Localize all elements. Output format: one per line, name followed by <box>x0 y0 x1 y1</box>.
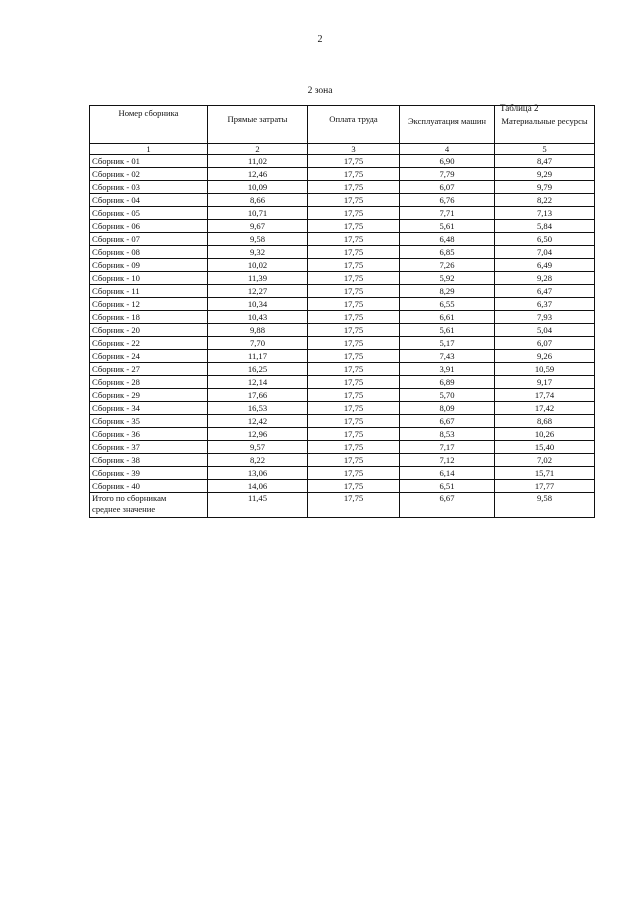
column-number: 5 <box>495 144 595 155</box>
table-caption: Таблица 2 <box>500 103 539 113</box>
table-row <box>90 428 595 441</box>
collection-name: Сборник - 03 <box>90 181 208 194</box>
table-row <box>90 298 595 311</box>
collection-name: Сборник - 18 <box>90 311 208 324</box>
total-materials: 9,58 <box>495 493 595 518</box>
column-number: 4 <box>400 144 495 155</box>
header-machines: Эксплуатация машин <box>400 106 495 144</box>
direct-costs-cell: 10,43 <box>208 311 308 324</box>
machines-cell: 7,71 <box>400 207 495 220</box>
page-number: 2 <box>317 34 323 45</box>
rates-table <box>89 105 595 518</box>
machines-cell: 5,61 <box>400 220 495 233</box>
materials-cell: 15,40 <box>495 441 595 454</box>
materials-cell: 7,93 <box>495 311 595 324</box>
table-row <box>90 415 595 428</box>
labor-cell: 17,75 <box>308 441 400 454</box>
machines-cell: 8,09 <box>400 402 495 415</box>
direct-costs-cell: 12,14 <box>208 376 308 389</box>
materials-cell: 17,74 <box>495 389 595 402</box>
direct-costs-cell: 16,25 <box>208 363 308 376</box>
direct-costs-cell: 9,67 <box>208 220 308 233</box>
table-row <box>90 480 595 493</box>
direct-costs-cell: 9,57 <box>208 441 308 454</box>
table-row <box>90 220 595 233</box>
materials-cell: 7,13 <box>495 207 595 220</box>
collection-name: Сборник - 07 <box>90 233 208 246</box>
materials-cell: 17,42 <box>495 402 595 415</box>
column-number: 3 <box>308 144 400 155</box>
labor-cell: 17,75 <box>308 168 400 181</box>
header-collection-number: Номер сборника <box>90 106 208 144</box>
labor-cell: 17,75 <box>308 311 400 324</box>
materials-cell: 7,02 <box>495 454 595 467</box>
materials-cell: 6,50 <box>495 233 595 246</box>
table-row <box>90 467 595 480</box>
direct-costs-cell: 12,42 <box>208 415 308 428</box>
machines-cell: 6,67 <box>400 415 495 428</box>
direct-costs-cell: 11,17 <box>208 350 308 363</box>
materials-cell: 6,37 <box>495 298 595 311</box>
header-labor: Оплата труда <box>308 106 400 144</box>
labor-cell: 17,75 <box>308 389 400 402</box>
table-row <box>90 259 595 272</box>
machines-cell: 6,14 <box>400 467 495 480</box>
machines-cell: 5,61 <box>400 324 495 337</box>
machines-cell: 7,12 <box>400 454 495 467</box>
total-machines: 6,67 <box>400 493 495 518</box>
materials-cell: 15,71 <box>495 467 595 480</box>
direct-costs-cell: 10,02 <box>208 259 308 272</box>
table-row <box>90 285 595 298</box>
total-label-line1: Итого по сборникам <box>92 493 167 503</box>
labor-cell: 17,75 <box>308 233 400 246</box>
labor-cell: 17,75 <box>308 428 400 441</box>
direct-costs-cell: 7,70 <box>208 337 308 350</box>
table-row <box>90 389 595 402</box>
column-number: 1 <box>90 144 208 155</box>
machines-cell: 7,43 <box>400 350 495 363</box>
total-labor: 17,75 <box>308 493 400 518</box>
machines-cell: 7,26 <box>400 259 495 272</box>
machines-cell: 3,91 <box>400 363 495 376</box>
table-row <box>90 168 595 181</box>
machines-cell: 6,07 <box>400 181 495 194</box>
materials-cell: 9,26 <box>495 350 595 363</box>
machines-cell: 7,17 <box>400 441 495 454</box>
direct-costs-cell: 10,34 <box>208 298 308 311</box>
table-row <box>90 207 595 220</box>
table-row <box>90 337 595 350</box>
labor-cell: 17,75 <box>308 207 400 220</box>
collection-name: Сборник - 36 <box>90 428 208 441</box>
collection-name: Сборник - 01 <box>90 155 208 168</box>
labor-cell: 17,75 <box>308 272 400 285</box>
labor-cell: 17,75 <box>308 194 400 207</box>
machines-cell: 8,29 <box>400 285 495 298</box>
direct-costs-cell: 11,39 <box>208 272 308 285</box>
collection-name: Сборник - 20 <box>90 324 208 337</box>
direct-costs-cell: 12,46 <box>208 168 308 181</box>
machines-cell: 8,53 <box>400 428 495 441</box>
collection-name: Сборник - 38 <box>90 454 208 467</box>
materials-cell: 9,28 <box>495 272 595 285</box>
direct-costs-cell: 13,06 <box>208 467 308 480</box>
total-row <box>90 493 595 518</box>
table-row <box>90 311 595 324</box>
direct-costs-cell: 17,66 <box>208 389 308 402</box>
direct-costs-cell: 10,09 <box>208 181 308 194</box>
zone-title: 2 зона <box>307 86 333 96</box>
materials-cell: 8,47 <box>495 155 595 168</box>
collection-name: Сборник - 06 <box>90 220 208 233</box>
machines-cell: 6,48 <box>400 233 495 246</box>
direct-costs-cell: 16,53 <box>208 402 308 415</box>
collection-name: Сборник - 34 <box>90 402 208 415</box>
total-label <box>90 493 208 518</box>
collection-name: Сборник - 35 <box>90 415 208 428</box>
materials-cell: 7,04 <box>495 246 595 259</box>
table-row <box>90 350 595 363</box>
collection-name: Сборник - 10 <box>90 272 208 285</box>
materials-cell: 9,79 <box>495 181 595 194</box>
column-number: 2 <box>208 144 308 155</box>
labor-cell: 17,75 <box>308 402 400 415</box>
labor-cell: 17,75 <box>308 155 400 168</box>
machines-cell: 6,51 <box>400 480 495 493</box>
table-row <box>90 324 595 337</box>
labor-cell: 17,75 <box>308 285 400 298</box>
materials-cell: 5,04 <box>495 324 595 337</box>
labor-cell: 17,75 <box>308 324 400 337</box>
table-row <box>90 272 595 285</box>
machines-cell: 6,61 <box>400 311 495 324</box>
machines-cell: 5,17 <box>400 337 495 350</box>
total-label-line2: среднее значение <box>92 504 156 514</box>
materials-cell: 17,77 <box>495 480 595 493</box>
machines-cell: 6,55 <box>400 298 495 311</box>
collection-name: Сборник - 05 <box>90 207 208 220</box>
labor-cell: 17,75 <box>308 181 400 194</box>
collection-name: Сборник - 37 <box>90 441 208 454</box>
collection-name: Сборник - 27 <box>90 363 208 376</box>
header-direct-costs: Прямые затраты <box>208 106 308 144</box>
collection-name: Сборник - 29 <box>90 389 208 402</box>
collection-name: Сборник - 09 <box>90 259 208 272</box>
labor-cell: 17,75 <box>308 298 400 311</box>
labor-cell: 17,75 <box>308 350 400 363</box>
table-row <box>90 233 595 246</box>
table-row <box>90 402 595 415</box>
labor-cell: 17,75 <box>308 467 400 480</box>
table-row <box>90 181 595 194</box>
collection-name: Сборник - 04 <box>90 194 208 207</box>
materials-cell: 10,26 <box>495 428 595 441</box>
labor-cell: 17,75 <box>308 246 400 259</box>
materials-cell: 5,84 <box>495 220 595 233</box>
collection-name: Сборник - 12 <box>90 298 208 311</box>
table-row <box>90 155 595 168</box>
direct-costs-cell: 9,88 <box>208 324 308 337</box>
direct-costs-cell: 8,22 <box>208 454 308 467</box>
labor-cell: 17,75 <box>308 220 400 233</box>
materials-cell: 6,07 <box>495 337 595 350</box>
materials-cell: 6,47 <box>495 285 595 298</box>
materials-cell: 10,59 <box>495 363 595 376</box>
collection-name: Сборник - 02 <box>90 168 208 181</box>
table-row <box>90 454 595 467</box>
table-row <box>90 246 595 259</box>
collection-name: Сборник - 22 <box>90 337 208 350</box>
machines-cell: 7,79 <box>400 168 495 181</box>
total-direct: 11,45 <box>208 493 308 518</box>
direct-costs-cell: 11,02 <box>208 155 308 168</box>
collection-name: Сборник - 39 <box>90 467 208 480</box>
machines-cell: 5,92 <box>400 272 495 285</box>
table-body <box>90 155 595 493</box>
machines-cell: 6,85 <box>400 246 495 259</box>
labor-cell: 17,75 <box>308 415 400 428</box>
direct-costs-cell: 9,58 <box>208 233 308 246</box>
labor-cell: 17,75 <box>308 337 400 350</box>
collection-name: Сборник - 08 <box>90 246 208 259</box>
direct-costs-cell: 9,32 <box>208 246 308 259</box>
collection-name: Сборник - 11 <box>90 285 208 298</box>
direct-costs-cell: 12,27 <box>208 285 308 298</box>
machines-cell: 5,70 <box>400 389 495 402</box>
table-row <box>90 363 595 376</box>
materials-cell: 9,17 <box>495 376 595 389</box>
materials-cell: 9,29 <box>495 168 595 181</box>
machines-cell: 6,89 <box>400 376 495 389</box>
table-row <box>90 441 595 454</box>
labor-cell: 17,75 <box>308 480 400 493</box>
table-row <box>90 194 595 207</box>
labor-cell: 17,75 <box>308 363 400 376</box>
direct-costs-cell: 12,96 <box>208 428 308 441</box>
direct-costs-cell: 8,66 <box>208 194 308 207</box>
labor-cell: 17,75 <box>308 259 400 272</box>
column-number-row <box>90 144 595 155</box>
labor-cell: 17,75 <box>308 376 400 389</box>
header-row <box>90 106 595 144</box>
materials-cell: 8,22 <box>495 194 595 207</box>
materials-cell: 8,68 <box>495 415 595 428</box>
labor-cell: 17,75 <box>308 454 400 467</box>
header-materials: Материальные ресурсы <box>495 106 595 144</box>
collection-name: Сборник - 24 <box>90 350 208 363</box>
table-row <box>90 376 595 389</box>
machines-cell: 6,90 <box>400 155 495 168</box>
materials-cell: 6,49 <box>495 259 595 272</box>
collection-name: Сборник - 28 <box>90 376 208 389</box>
direct-costs-cell: 10,71 <box>208 207 308 220</box>
machines-cell: 6,76 <box>400 194 495 207</box>
collection-name: Сборник - 40 <box>90 480 208 493</box>
direct-costs-cell: 14,06 <box>208 480 308 493</box>
